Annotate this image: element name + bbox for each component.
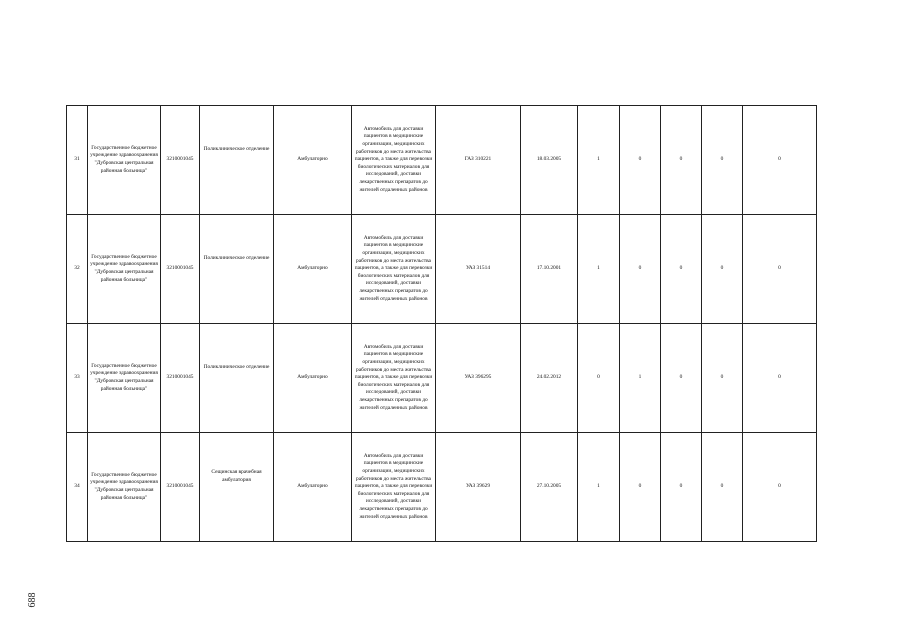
organization-cell: Государственное бюджетное учреждение здравоохранения "Дубровская центральная районная больница" [88,106,161,215]
row-number: 33 [67,324,88,433]
department-label: Сещинская врачебная амбулатория [211,469,262,483]
date-cell: 17.10.2001 [521,215,578,324]
value-cell-5: 0 [743,215,817,324]
table-row [67,433,817,542]
inn-cell: 3210001045 [161,324,200,433]
inn-cell: 3210001045 [161,106,200,215]
value-cell-4: 0 [702,106,743,215]
department-label: Поликлиническое отделение [203,364,270,371]
purpose-cell: Автомобиль для доставки пациентов в медицинские организации, медицинских работников до места жительства пациентов, а также для перевозки биологических материалов для исследований, доставки лекарственных препаратов до жителей отдаленных районов [352,433,436,542]
row-number: 34 [67,433,88,542]
vehicle-model-cell: УАЗ 396295 [436,324,521,433]
purpose-cell: Автомобиль для доставки пациентов в медицинские организации, медицинских работников до места жительства пациентов, а также для перевозки биологических материалов для исследований, доставки лекарственных препаратов до жителей отдаленных районов [352,215,436,324]
value-cell-1: 0 [578,324,620,433]
value-cell-5: 0 [743,106,817,215]
table-row [67,106,817,215]
value-cell-4: 0 [702,433,743,542]
date-cell: 18.03.2005 [521,106,578,215]
vehicle-registry-table [66,105,817,542]
care-type-cell: Амбулаторно [274,324,352,433]
value-cell-3: 0 [661,106,702,215]
organization-cell: Государственное бюджетное учреждение здравоохранения "Дубровская центральная районная больница" [88,324,161,433]
vehicle-model-cell: ГАЗ 310221 [436,106,521,215]
value-cell-3: 0 [661,324,702,433]
purpose-cell: Автомобиль для доставки пациентов в медицинские организации, медицинских работников до места жительства пациентов, а также для перевозки биологических материалов для исследований, доставки лекарственных препаратов до жителей отдаленных районов [352,324,436,433]
department-cell [200,106,274,215]
care-type-cell: Амбулаторно [274,106,352,215]
value-cell-3: 0 [661,215,702,324]
table-row [67,324,817,433]
purpose-cell: Автомобиль для доставки пациентов в медицинские организации, медицинских работников до места жительства пациентов, а также для перевозки биологических материалов для исследований, доставки лекарственных препаратов до жителей отдаленных районов [352,106,436,215]
value-cell-1: 1 [578,433,620,542]
page-number: 688 [26,592,38,608]
department-label: Поликлиническое отделение [203,146,270,153]
inn-cell: 3210001045 [161,433,200,542]
care-type-cell: Амбулаторно [274,215,352,324]
value-cell-5: 0 [743,324,817,433]
department-cell [200,215,274,324]
row-number: 31 [67,106,88,215]
organization-cell: Государственное бюджетное учреждение здравоохранения "Дубровская центральная районная больница" [88,433,161,542]
value-cell-4: 0 [702,215,743,324]
department-cell [200,433,274,542]
value-cell-1: 1 [578,106,620,215]
date-cell: 24.02.2012 [521,324,578,433]
value-cell-2: 0 [620,106,661,215]
inn-cell: 3210001045 [161,215,200,324]
row-number: 32 [67,215,88,324]
table-row [67,215,817,324]
value-cell-1: 1 [578,215,620,324]
value-cell-2: 0 [620,215,661,324]
value-cell-4: 0 [702,324,743,433]
vehicle-model-cell: УАЗ 31514 [436,215,521,324]
vehicle-model-cell: УАЗ 39629 [436,433,521,542]
date-cell: 27.10.2005 [521,433,578,542]
value-cell-2: 1 [620,324,661,433]
care-type-cell: Амбулаторно [274,433,352,542]
value-cell-5: 0 [743,433,817,542]
value-cell-3: 0 [661,433,702,542]
value-cell-2: 0 [620,433,661,542]
organization-cell: Государственное бюджетное учреждение здравоохранения "Дубровская центральная районная больница" [88,215,161,324]
department-cell [200,324,274,433]
department-label: Поликлиническое отделение [203,255,270,262]
